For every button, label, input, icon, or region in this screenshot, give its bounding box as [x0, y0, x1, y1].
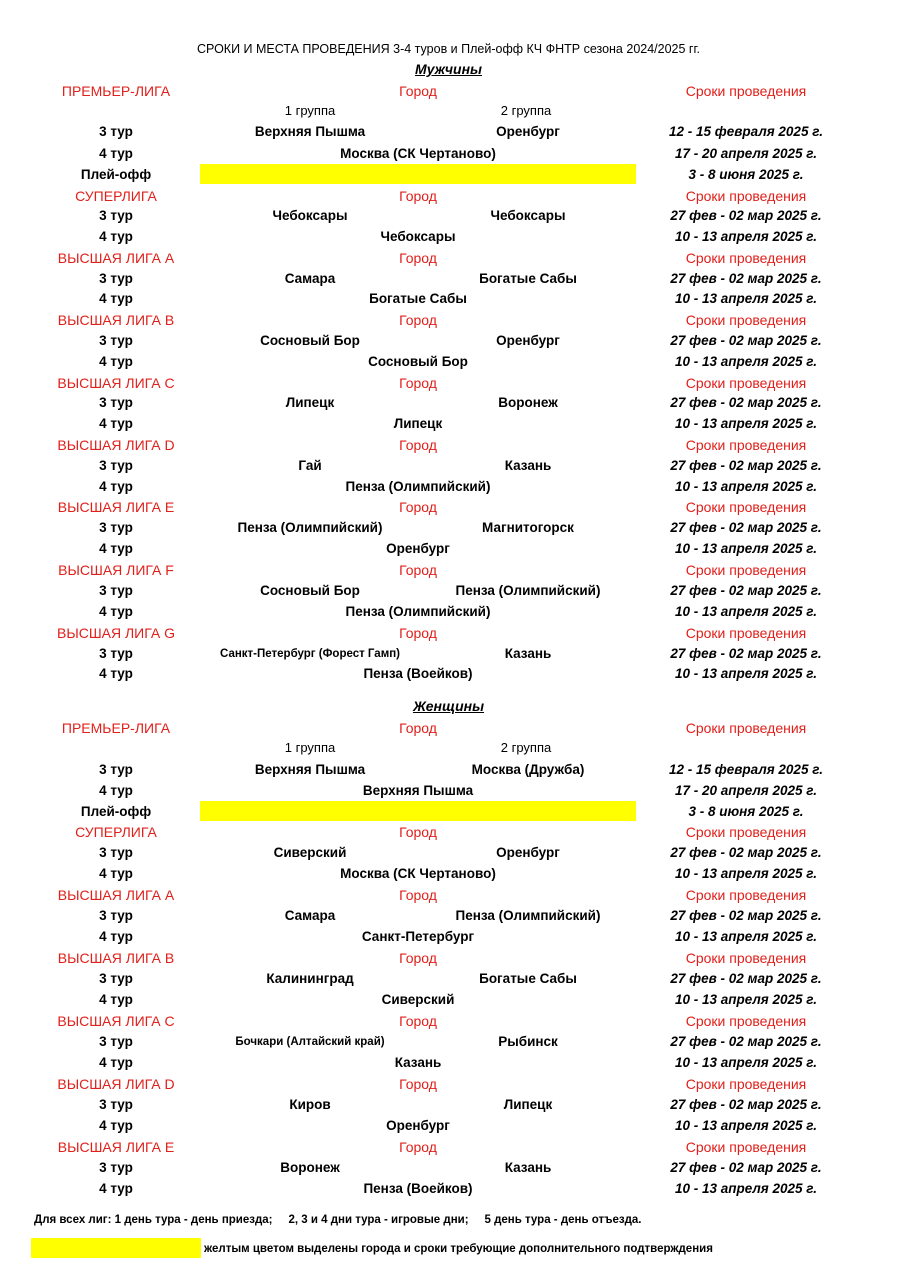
- men-g-tour3-dates: 27 фев - 02 мар 2025 г.: [670, 646, 822, 661]
- women-c-tour4-dates: 10 - 13 апреля 2025 г.: [674, 1055, 818, 1070]
- men-c-tour3-city2: Воронеж: [498, 395, 558, 410]
- men-d-tour4-dates: 10 - 13 апреля 2025 г.: [674, 479, 818, 494]
- women-a-league-name: ВЫСШАЯ ЛИГА А: [57, 887, 175, 903]
- men-c-tour3-label: 3 тур: [99, 395, 133, 410]
- men-a-tour3-label: 3 тур: [99, 271, 133, 286]
- women-c-tour4-label: 4 тур: [99, 1055, 133, 1070]
- women-premier-tour3-city1: Верхняя Пышма: [254, 762, 366, 777]
- men-super-tour4-city: Чебоксары: [380, 229, 456, 244]
- women-e-tour3-dates: 27 фев - 02 мар 2025 г.: [670, 1160, 822, 1175]
- women-d-tour3-city2: Липецк: [503, 1097, 553, 1112]
- women-d-dates-header: Сроки проведения: [685, 1076, 807, 1092]
- women-premier-dates-header: Сроки проведения: [685, 720, 807, 736]
- men-d-tour3-label: 3 тур: [99, 458, 133, 473]
- women-c-city-header: Город: [399, 1013, 437, 1029]
- women-d-tour4-city: Оренбург: [386, 1118, 450, 1133]
- men-c-dates-header: Сроки проведения: [685, 375, 807, 391]
- men-playoff-label: Плей-офф: [80, 167, 152, 182]
- women-b-tour3-label: 3 тур: [99, 971, 133, 986]
- men-e-tour4-label: 4 тур: [99, 541, 133, 556]
- men-f-tour4-label: 4 тур: [99, 604, 133, 619]
- men-a-league-name: ВЫСШАЯ ЛИГА А: [57, 250, 175, 266]
- legend-yellow-swatch: [31, 1238, 201, 1258]
- men-super-tour4-label: 4 тур: [99, 229, 133, 244]
- men-d-tour4-label: 4 тур: [99, 479, 133, 494]
- women-super-tour4-dates: 10 - 13 апреля 2025 г.: [674, 866, 818, 881]
- women-super-dates-header: Сроки проведения: [685, 824, 807, 840]
- women-playoff-dates: 3 - 8 июня 2025 г.: [688, 804, 804, 819]
- men-d-city-header: Город: [399, 437, 437, 453]
- women-c-league-name: ВЫСШАЯ ЛИГА С: [57, 1013, 175, 1029]
- men-a-city-header: Город: [399, 250, 437, 266]
- women-e-tour3-city1: Воронеж: [280, 1160, 340, 1175]
- women-a-dates-header: Сроки проведения: [685, 887, 807, 903]
- men-e-tour4-city: Оренбург: [386, 541, 450, 556]
- men-premier-tour3-dates: 12 - 15 февраля 2025 г.: [669, 124, 823, 139]
- men-playoff-dates: 3 - 8 июня 2025 г.: [688, 167, 804, 182]
- women-premier-tour4-dates: 17 - 20 апреля 2025 г.: [674, 783, 818, 798]
- women-super-tour4-label: 4 тур: [99, 866, 133, 881]
- women-b-dates-header: Сроки проведения: [685, 950, 807, 966]
- men-heading: Мужчины: [414, 61, 483, 77]
- men-premier-tour4-dates: 17 - 20 апреля 2025 г.: [674, 146, 818, 161]
- men-f-tour3-city2: Пенза (Олимпийский): [455, 583, 601, 598]
- men-e-tour3-city1: Пенза (Олимпийский): [237, 520, 383, 535]
- men-c-league-name: ВЫСШАЯ ЛИГА С: [57, 375, 175, 391]
- men-b-dates-header: Сроки проведения: [685, 312, 807, 328]
- men-d-tour4-city: Пенза (Олимпийский): [345, 479, 491, 494]
- women-c-dates-header: Сроки проведения: [685, 1013, 807, 1029]
- women-super-tour3-dates: 27 фев - 02 мар 2025 г.: [670, 845, 822, 860]
- document-title: СРОКИ И МЕСТА ПРОВЕДЕНИЯ 3-4 туров и Плей-офф КЧ ФНТР сезона 2024/2025 гг.: [196, 42, 700, 56]
- women-playoff-highlight: [200, 801, 636, 821]
- legend-text: желтым цветом выделены города и сроки требующие дополнительного подтверждения: [204, 1243, 713, 1255]
- men-group-2-label: 2 группа: [500, 103, 552, 118]
- women-playoff-label: Плей-офф: [80, 804, 152, 819]
- men-a-dates-header: Сроки проведения: [685, 250, 807, 266]
- men-b-tour4-dates: 10 - 13 апреля 2025 г.: [674, 354, 818, 369]
- men-g-tour3-city1: Санкт-Петербург (Форест Гамп): [220, 648, 400, 660]
- women-c-tour3-city2: Рыбинск: [498, 1034, 558, 1049]
- women-d-tour4-dates: 10 - 13 апреля 2025 г.: [674, 1118, 818, 1133]
- men-premier-dates-header: Сроки проведения: [685, 83, 807, 99]
- men-super-dates-header: Сроки проведения: [685, 188, 807, 204]
- women-b-tour4-dates: 10 - 13 апреля 2025 г.: [674, 992, 818, 1007]
- men-g-tour4-dates: 10 - 13 апреля 2025 г.: [674, 666, 818, 681]
- women-c-tour4-city: Казань: [394, 1055, 442, 1070]
- women-premier-tour4-city: Верхняя Пышма: [362, 783, 474, 798]
- men-c-tour3-dates: 27 фев - 02 мар 2025 г.: [670, 395, 822, 410]
- men-f-dates-header: Сроки проведения: [685, 562, 807, 578]
- men-g-dates-header: Сроки проведения: [685, 625, 807, 641]
- men-super-tour4-dates: 10 - 13 апреля 2025 г.: [674, 229, 818, 244]
- men-e-tour3-city2: Магнитогорск: [482, 520, 574, 535]
- men-super-tour3-dates: 27 фев - 02 мар 2025 г.: [670, 208, 822, 223]
- women-premier-tour3-label: 3 тур: [99, 762, 133, 777]
- women-e-tour4-city: Пенза (Воейков): [363, 1181, 473, 1196]
- women-super-tour3-label: 3 тур: [99, 845, 133, 860]
- women-premier-tour4-label: 4 тур: [99, 783, 133, 798]
- women-d-league-name: ВЫСШАЯ ЛИГА D: [57, 1076, 175, 1092]
- men-c-tour4-label: 4 тур: [99, 416, 133, 431]
- men-f-tour4-dates: 10 - 13 апреля 2025 г.: [674, 604, 818, 619]
- women-super-tour3-city1: Сиверский: [273, 845, 347, 860]
- men-d-tour3-city2: Казань: [504, 458, 552, 473]
- men-premier-city-header: Город: [399, 83, 437, 99]
- men-a-tour4-dates: 10 - 13 апреля 2025 г.: [674, 291, 818, 306]
- women-b-city-header: Город: [399, 950, 437, 966]
- men-playoff-highlight: [200, 164, 636, 184]
- women-a-tour3-city1: Самара: [284, 908, 336, 923]
- men-a-tour4-city: Богатые Сабы: [369, 291, 467, 306]
- men-super-tour3-label: 3 тур: [99, 208, 133, 223]
- men-super-city-header: Город: [399, 188, 437, 204]
- men-a-tour3-dates: 27 фев - 02 мар 2025 г.: [670, 271, 822, 286]
- men-f-city-header: Город: [399, 562, 437, 578]
- women-c-tour3-label: 3 тур: [99, 1034, 133, 1049]
- men-b-tour4-label: 4 тур: [99, 354, 133, 369]
- women-a-city-header: Город: [399, 887, 437, 903]
- men-f-tour3-dates: 27 фев - 02 мар 2025 г.: [670, 583, 822, 598]
- women-heading: Женщины: [412, 698, 485, 714]
- women-premier-city-header: Город: [399, 720, 437, 736]
- women-d-tour3-city1: Киров: [289, 1097, 331, 1112]
- men-g-tour3-city2: Казань: [504, 646, 552, 661]
- men-group-1-label: 1 группа: [284, 103, 336, 118]
- men-premier-league-name: ПРЕМЬЕР-ЛИГА: [61, 83, 171, 99]
- men-f-tour4-city: Пенза (Олимпийский): [345, 604, 491, 619]
- men-b-tour4-city: Сосновый Бор: [368, 354, 468, 369]
- men-d-dates-header: Сроки проведения: [685, 437, 807, 453]
- women-a-tour4-city: Санкт-Петербург: [361, 929, 475, 944]
- men-a-tour3-city1: Самара: [284, 271, 336, 286]
- women-b-tour4-city: Сиверский: [381, 992, 455, 1007]
- men-c-tour4-dates: 10 - 13 апреля 2025 г.: [674, 416, 818, 431]
- men-premier-tour3-city1: Верхняя Пышма: [254, 124, 366, 139]
- women-b-tour3-city2: Богатые Сабы: [479, 971, 577, 986]
- men-premier-tour4-label: 4 тур: [99, 146, 133, 161]
- men-premier-tour4-city: Москва (СК Чертаново): [340, 146, 496, 161]
- men-d-league-name: ВЫСШАЯ ЛИГА D: [57, 437, 175, 453]
- women-premier-tour3-dates: 12 - 15 февраля 2025 г.: [669, 762, 823, 777]
- men-e-dates-header: Сроки проведения: [685, 499, 807, 515]
- women-b-tour3-dates: 27 фев - 02 мар 2025 г.: [670, 971, 822, 986]
- women-e-city-header: Город: [399, 1139, 437, 1155]
- women-d-tour3-dates: 27 фев - 02 мар 2025 г.: [670, 1097, 822, 1112]
- women-b-tour3-city1: Калининград: [266, 971, 354, 986]
- women-c-tour3-city1: Бочкари (Алтайский край): [235, 1036, 385, 1048]
- men-premier-tour3-city2: Оренбург: [496, 124, 560, 139]
- women-super-tour3-city2: Оренбург: [496, 845, 560, 860]
- women-b-tour4-label: 4 тур: [99, 992, 133, 1007]
- men-g-tour3-label: 3 тур: [99, 646, 133, 661]
- men-b-league-name: ВЫСШАЯ ЛИГА В: [57, 312, 175, 328]
- men-super-league-name: СУПЕРЛИГА: [75, 188, 157, 204]
- footer-note: Для всех лиг: 1 день тура - день приезда; 2, 3 и 4 дни тура - игровые дни; 5 день тура - день отъезда.: [34, 1214, 642, 1226]
- men-b-city-header: Город: [399, 312, 437, 328]
- men-b-tour3-dates: 27 фев - 02 мар 2025 г.: [670, 333, 822, 348]
- men-b-tour3-label: 3 тур: [99, 333, 133, 348]
- women-d-city-header: Город: [399, 1076, 437, 1092]
- men-e-tour3-dates: 27 фев - 02 мар 2025 г.: [670, 520, 822, 535]
- men-super-tour3-city1: Чебоксары: [272, 208, 348, 223]
- women-a-tour3-city2: Пенза (Олимпийский): [455, 908, 601, 923]
- men-e-tour3-label: 3 тур: [99, 520, 133, 535]
- women-a-tour3-dates: 27 фев - 02 мар 2025 г.: [670, 908, 822, 923]
- men-a-tour3-city2: Богатые Сабы: [479, 271, 577, 286]
- men-super-tour3-city2: Чебоксары: [490, 208, 566, 223]
- women-super-league-name: СУПЕРЛИГА: [75, 824, 157, 840]
- men-e-tour4-dates: 10 - 13 апреля 2025 г.: [674, 541, 818, 556]
- men-b-tour3-city1: Сосновый Бор: [260, 333, 360, 348]
- men-g-league-name: ВЫСШАЯ ЛИГА G: [56, 625, 176, 641]
- men-premier-tour3-label: 3 тур: [99, 124, 133, 139]
- men-g-tour4-label: 4 тур: [99, 666, 133, 681]
- men-c-city-header: Город: [399, 375, 437, 391]
- men-d-tour3-dates: 27 фев - 02 мар 2025 г.: [670, 458, 822, 473]
- women-group-1-label: 1 группа: [284, 740, 336, 755]
- men-f-tour3-label: 3 тур: [99, 583, 133, 598]
- women-super-tour4-city: Москва (СК Чертаново): [340, 866, 496, 881]
- men-g-city-header: Город: [399, 625, 437, 641]
- women-a-tour3-label: 3 тур: [99, 908, 133, 923]
- men-f-tour3-city1: Сосновый Бор: [260, 583, 360, 598]
- women-super-city-header: Город: [399, 824, 437, 840]
- women-e-dates-header: Сроки проведения: [685, 1139, 807, 1155]
- men-a-tour4-label: 4 тур: [99, 291, 133, 306]
- women-e-tour4-label: 4 тур: [99, 1181, 133, 1196]
- men-e-city-header: Город: [399, 499, 437, 515]
- women-premier-tour3-city2: Москва (Дружба): [471, 762, 585, 777]
- women-e-league-name: ВЫСШАЯ ЛИГА Е: [57, 1139, 175, 1155]
- men-e-league-name: ВЫСШАЯ ЛИГА Е: [57, 499, 175, 515]
- men-d-tour3-city1: Гай: [298, 458, 322, 473]
- women-e-tour3-city2: Казань: [504, 1160, 552, 1175]
- women-a-tour4-dates: 10 - 13 апреля 2025 г.: [674, 929, 818, 944]
- women-premier-league-name: ПРЕМЬЕР-ЛИГА: [61, 720, 171, 736]
- men-c-tour3-city1: Липецк: [285, 395, 335, 410]
- women-c-tour3-dates: 27 фев - 02 мар 2025 г.: [670, 1034, 822, 1049]
- women-d-tour3-label: 3 тур: [99, 1097, 133, 1112]
- women-e-tour3-label: 3 тур: [99, 1160, 133, 1175]
- women-e-tour4-dates: 10 - 13 апреля 2025 г.: [674, 1181, 818, 1196]
- men-f-league-name: ВЫСШАЯ ЛИГА F: [58, 562, 174, 578]
- women-group-2-label: 2 группа: [500, 740, 552, 755]
- men-b-tour3-city2: Оренбург: [496, 333, 560, 348]
- men-g-tour4-city: Пенза (Воейков): [363, 666, 473, 681]
- women-d-tour4-label: 4 тур: [99, 1118, 133, 1133]
- women-a-tour4-label: 4 тур: [99, 929, 133, 944]
- women-b-league-name: ВЫСШАЯ ЛИГА В: [57, 950, 175, 966]
- men-c-tour4-city: Липецк: [393, 416, 443, 431]
